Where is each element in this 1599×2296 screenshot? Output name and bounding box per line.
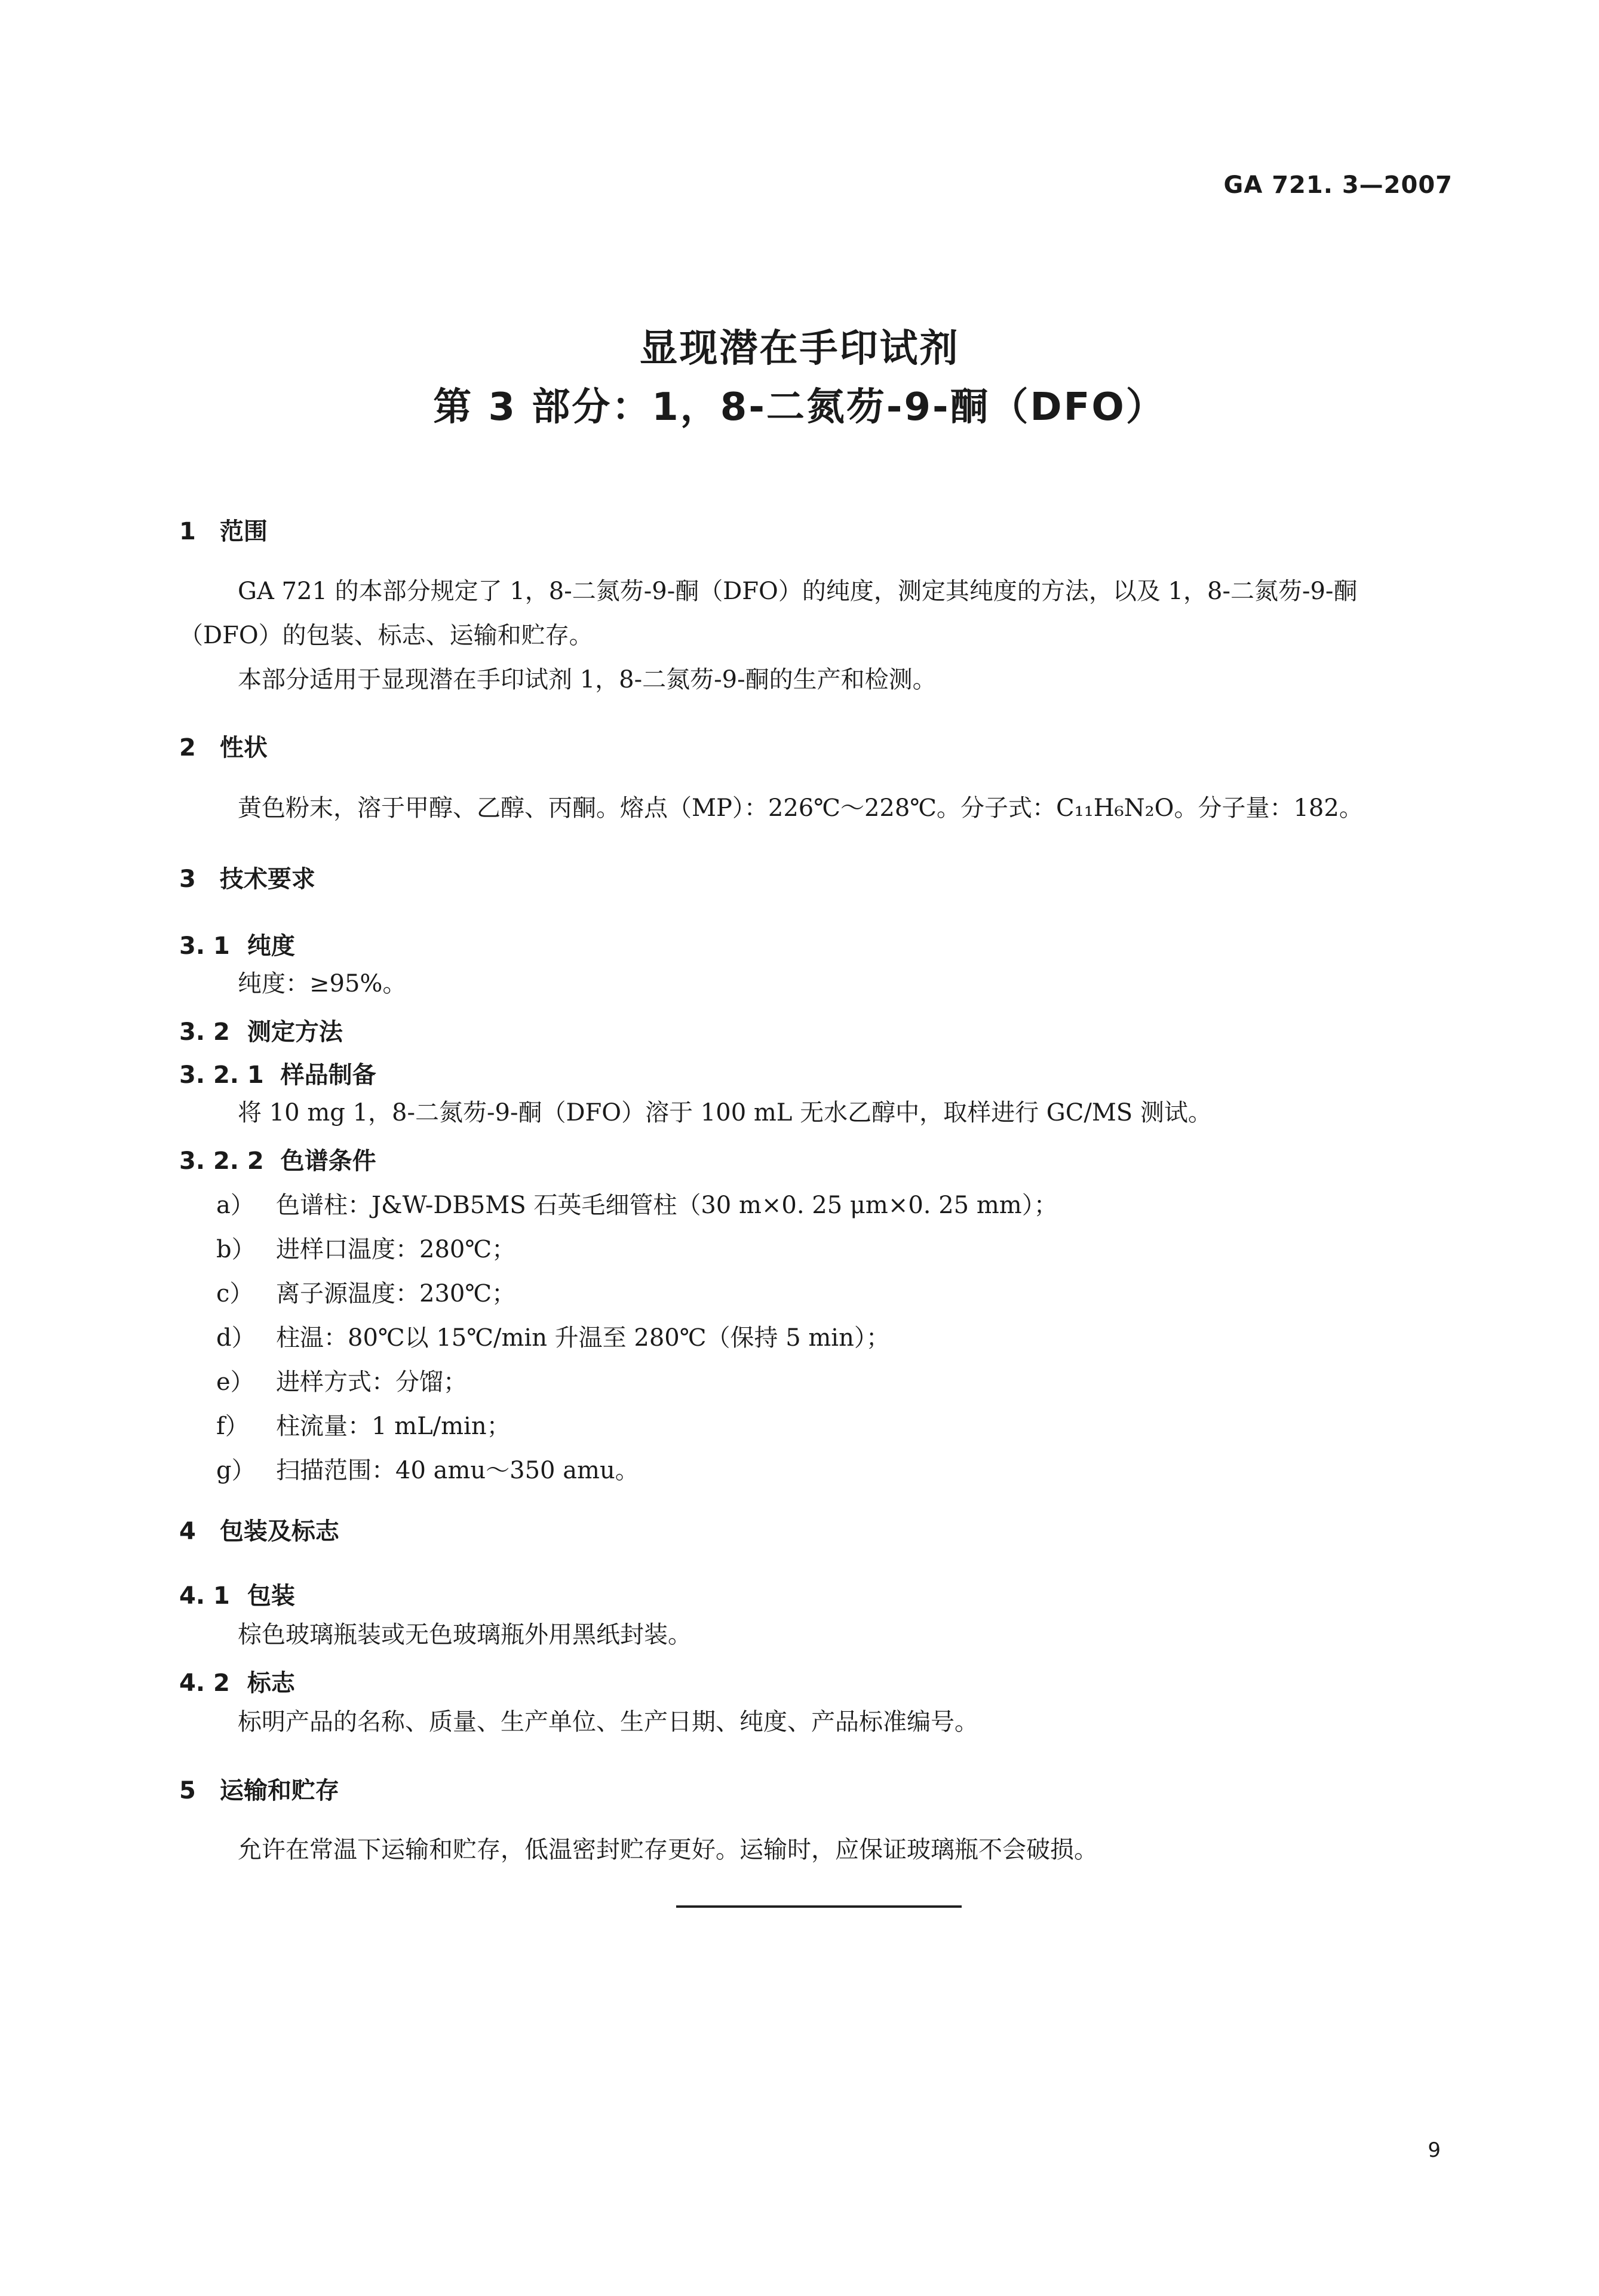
- section-4-1-text: 棕色玻璃瓶装或无色玻璃瓶外用黑纸封装。: [238, 1621, 692, 1649]
- section-1-paragraph-line2: （DFO）的包装、标志、运输和贮存。: [179, 622, 593, 649]
- section-title: 标志: [247, 1669, 295, 1697]
- list-item: b） 进样口温度：280℃；: [216, 1236, 516, 1263]
- section-number: 2: [179, 734, 196, 762]
- section-title: 样品制备: [280, 1061, 376, 1089]
- end-rule: [676, 1905, 962, 1908]
- list-item: g） 扫描范围：40 amu～350 amu。: [216, 1457, 639, 1484]
- section-title: 性状: [219, 734, 268, 762]
- section-title: 纯度: [247, 932, 295, 960]
- section-number: 4. 1: [179, 1582, 230, 1610]
- section-2-heading: [179, 729, 268, 763]
- section-title: 色谱条件: [280, 1147, 376, 1175]
- section-1-heading: [179, 512, 268, 547]
- section-4-2-heading: [179, 1664, 295, 1698]
- section-title: 测定方法: [247, 1018, 343, 1046]
- list-item: a） 色谱柱：J&W-DB5MS 石英毛细管柱（30 m×0. 25 μm×0. 25 mm）；: [216, 1192, 1058, 1219]
- section-title: 技术要求: [219, 865, 315, 893]
- section-title: 包装及标志: [219, 1518, 339, 1545]
- section-number: 1: [179, 518, 196, 545]
- section-1-paragraph-line1: GA 721 的本部分规定了 1，8-二氮芴-9-酮（DFO）的纯度，测定其纯度的方法，以及 1，8-二氮芴-9-酮: [238, 578, 1358, 605]
- list-item: f） 柱流量：1 mL/min；: [216, 1413, 511, 1440]
- standard-code: GA 721. 3—2007: [1223, 171, 1453, 199]
- section-3-1-text: 纯度：≥95%。: [238, 970, 407, 997]
- document-title-line2: 第 3 部分：1，8-二氮芴-9-酮（DFO）: [433, 385, 1166, 429]
- section-4-heading: [179, 1512, 339, 1546]
- list-item: c） 离子源温度：230℃；: [216, 1280, 516, 1307]
- section-4-1-heading: [179, 1577, 295, 1611]
- section-number: 4. 2: [179, 1669, 230, 1697]
- section-3-1-heading: [179, 927, 295, 961]
- section-3-2-heading: [179, 1013, 343, 1047]
- section-title: 范围: [219, 518, 268, 545]
- section-number: 3: [179, 865, 196, 893]
- page-number: 9: [1428, 2138, 1441, 2162]
- section-3-2-1-text: 将 10 mg 1，8-二氮芴-9-酮（DFO）溶于 100 mL 无水乙醇中，取样进行 GC/MS 测试。: [238, 1099, 1212, 1126]
- section-3-heading: [179, 860, 315, 894]
- document-title-line1: 显现潜在手印试剂: [639, 327, 960, 371]
- section-1-paragraph-2: 本部分适用于显现潜在手印试剂 1，8-二氮芴-9-酮的生产和检测。: [238, 666, 937, 693]
- section-number: 3. 2. 2: [179, 1147, 264, 1175]
- section-4-2-text: 标明产品的名称、质量、生产单位、生产日期、纯度、产品标准编号。: [238, 1708, 978, 1736]
- list-item: d） 柱温：80℃以 15℃/min 升温至 280℃（保持 5 min）；: [216, 1324, 890, 1352]
- section-title: 包装: [247, 1582, 295, 1610]
- section-number: 3. 2: [179, 1018, 230, 1046]
- section-3-2-2-heading: [179, 1142, 376, 1176]
- section-3-2-1-heading: [179, 1056, 376, 1090]
- section-5-paragraph: 允许在常温下运输和贮存，低温密封贮存更好。运输时，应保证玻璃瓶不会破损。: [238, 1836, 1098, 1864]
- section-number: 3. 2. 1: [179, 1061, 264, 1089]
- section-number: 3. 1: [179, 932, 230, 960]
- section-number: 4: [179, 1518, 196, 1545]
- section-2-paragraph: 黄色粉末，溶于甲醇、乙醇、丙酮。熔点（MP）：226℃～228℃。分子式：C₁₁H₆N₂O。分子量：182。: [238, 794, 1363, 822]
- section-number: 5: [179, 1777, 196, 1804]
- list-item: e） 进样方式：分馏；: [216, 1368, 467, 1396]
- section-5-heading: [179, 1772, 339, 1806]
- section-title: 运输和贮存: [219, 1777, 339, 1804]
